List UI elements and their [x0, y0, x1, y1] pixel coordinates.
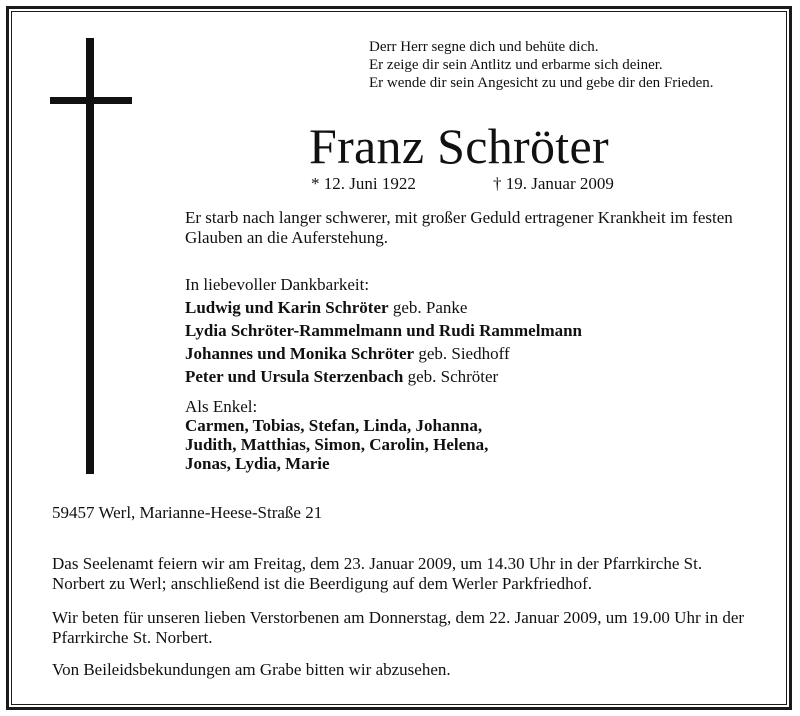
- verse-line: Derr Herr segne dich und behüte dich.: [369, 39, 599, 55]
- grandchildren-names: Carmen, Tobias, Stefan, Linda, Johanna,: [185, 416, 483, 435]
- family-names: Lydia Schröter-Rammelmann und Rudi Rammelmann: [185, 321, 583, 340]
- family-names: Peter und Ursula Sterzenbach: [185, 367, 404, 386]
- cross-icon-horizontal-bar: [50, 97, 132, 104]
- verse-line: Er zeige dir sein Antlitz und erbarme sich deiner.: [369, 57, 663, 73]
- grandchildren-names: Jonas, Lydia, Marie: [185, 454, 330, 473]
- family-birth-name: geb. Siedhoff: [414, 344, 510, 363]
- death-description: Er starb nach langer schwerer, mit großer Geduld ertragener Krankheit im festen Glauben an die Auferstehung.: [185, 208, 733, 247]
- family-names: Johannes und Monika Schröter: [185, 344, 415, 363]
- grandchildren: [185, 397, 745, 473]
- family-birth-name: geb. Panke: [388, 298, 468, 317]
- mourner-family: [185, 342, 765, 365]
- grandchildren-label: Als Enkel:: [185, 397, 258, 416]
- condolence-notice: Von Beileidsbekundungen am Grabe bitten wir abzusehen.: [52, 660, 451, 679]
- bible-verse: [369, 38, 714, 92]
- mourners-list: [185, 274, 765, 388]
- prayer-notice: Wir beten für unseren lieben Verstorbenen am Donnerstag, dem 22. Januar 2009, um 19.00 Uhr in der Pfarrkirche St. Norbert.: [52, 608, 745, 647]
- mourner-family: [185, 365, 765, 388]
- requiem-notice: Das Seelenamt feiern wir am Freitag, dem 23. Januar 2009, um 14.30 Uhr in der Pfarrkirche St. Norbert zu Werl; anschließend ist die Beerdigung auf dem Werler Parkfriedhof.: [52, 554, 703, 593]
- mourner-family: [185, 319, 765, 342]
- death-date: † 19. Januar 2009: [493, 174, 614, 193]
- mourners-intro: In liebevoller Dankbarkeit:: [185, 275, 370, 294]
- grandchildren-names: Judith, Matthias, Simon, Carolin, Helena,: [185, 435, 489, 454]
- deceased-name: Franz Schröter: [309, 118, 609, 174]
- family-address: 59457 Werl, Marianne-Heese-Straße 21: [52, 503, 323, 522]
- family-birth-name: geb. Schröter: [403, 367, 499, 386]
- mourner-family: [185, 296, 765, 319]
- verse-line: Er wende dir sein Angesicht zu und gebe dir den Frieden.: [369, 75, 714, 91]
- birth-date: * 12. Juni 1922: [311, 174, 416, 193]
- family-names: Ludwig und Karin Schröter: [185, 298, 389, 317]
